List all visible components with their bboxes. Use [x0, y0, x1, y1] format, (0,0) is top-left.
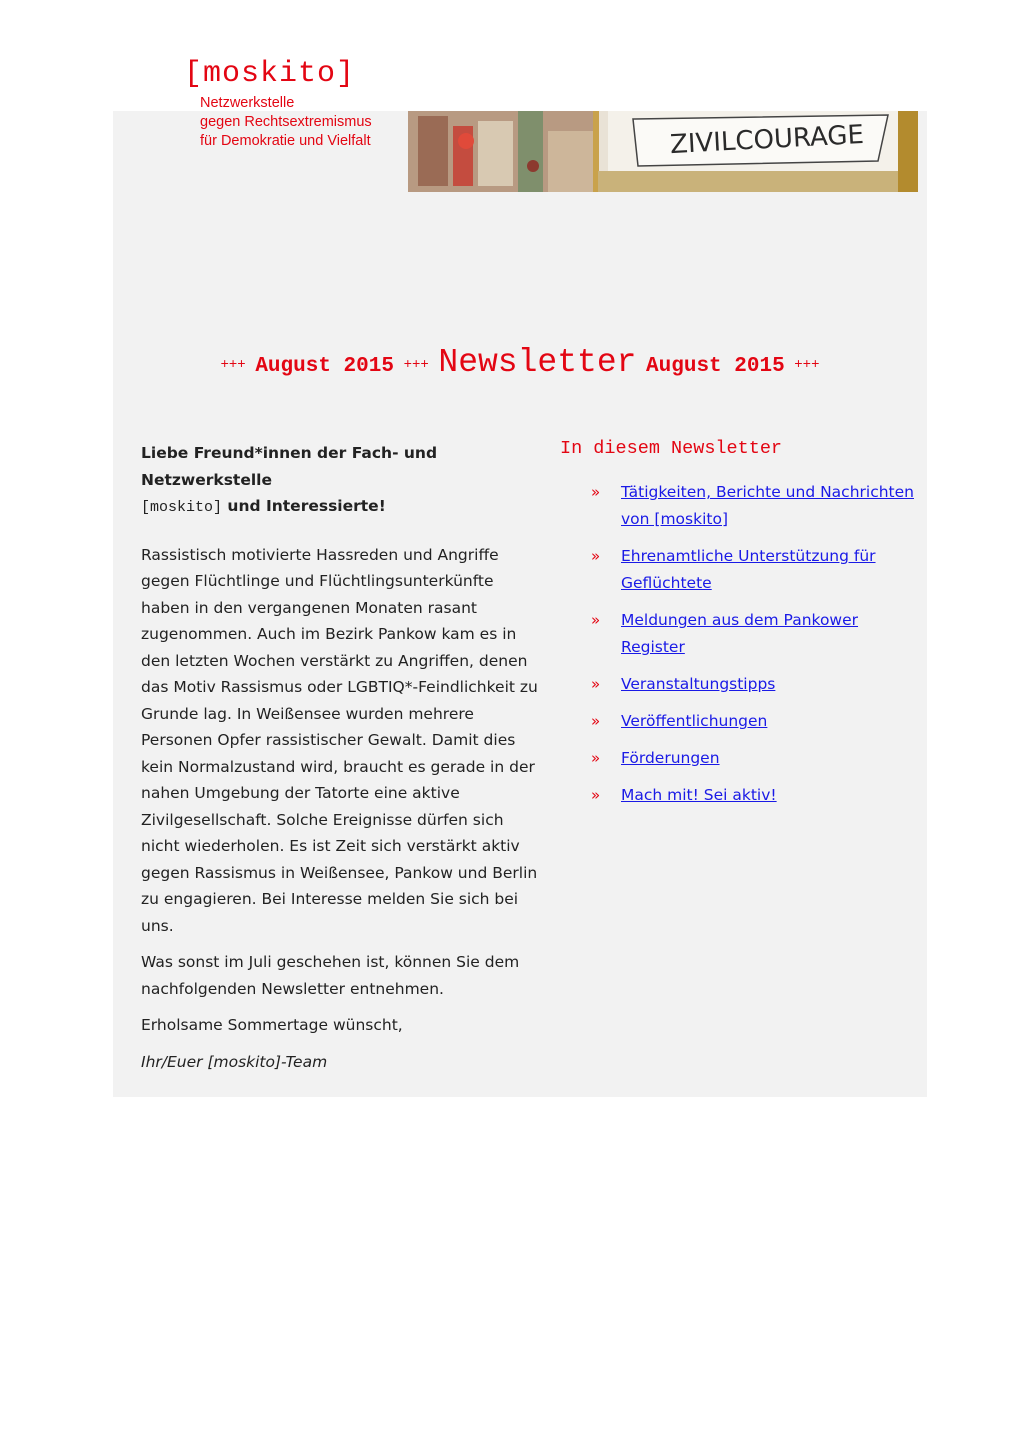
tagline-line: für Demokratie und Vielfalt [200, 133, 371, 149]
signature: Ihr/Euer [moskito]-Team [141, 1052, 328, 1071]
table-of-contents [560, 438, 920, 819]
toc-item [560, 745, 920, 772]
toc-link-taetigkeiten[interactable]: Tätigkeiten, Berichte und Nachrichten von [moskito] [621, 483, 914, 528]
plus-marker: +++ [794, 357, 820, 373]
zivilcourage-banner-image [408, 111, 918, 192]
greeting-moskito: [moskito] [141, 499, 223, 516]
toc-item [560, 782, 920, 809]
logo-tagline [200, 94, 372, 151]
raquo-bullet-icon: » [591, 749, 601, 767]
toc-item [560, 543, 920, 597]
tagline-line: gegen Rechtsextremismus [200, 114, 372, 130]
headline-month: August 2015 [646, 355, 785, 378]
raquo-bullet-icon: » [591, 483, 601, 501]
toc-item [560, 671, 920, 698]
toc-title: In diesem Newsletter [560, 438, 783, 459]
intro-paragraph: Rassistisch motivierte Hassreden und Angriffe gegen Flüchtlinge und Flüchtlingsunterkünfte haben in den vergangenen Monaten rasant zugenommen. Auch im Bezirk Pankow kam es in den letzten Wochen verstärkt zu Angriffen, denen das Motiv Rassismus oder LGBTIQ*-Feindlichkeit zu Grunde lag. In Weißensee wurden mehrere Personen Opfer rassistischer Gewalt. Damit dies kein Normalzustand wird, braucht es gerade in der nahen Umgebung der Tatorte eine aktive Zivilgesellschaft. Solche Ereignisse dürfen sich nicht wiederholen. Es ist Zeit sich verstärkt aktiv gegen Rassismus in Weißensee, Pankow und Berlin zu engagieren. Bei Interesse melden Sie sich bei uns. [141, 545, 538, 935]
toc-item [560, 708, 920, 735]
headline-month: August 2015 [255, 355, 394, 378]
tagline-line: Netzwerkstelle [200, 95, 295, 111]
raquo-bullet-icon: » [591, 786, 601, 804]
closing-line: Erholsame Sommertage wünscht, [141, 1016, 403, 1034]
plus-marker: +++ [220, 357, 246, 373]
toc-link-ehrenamt[interactable]: Ehrenamtliche Unterstützung für Geflüchtete [621, 547, 876, 592]
intro-paragraph: Was sonst im Juli geschehen ist, können Sie dem nachfolgenden Newsletter entnehmen. [141, 953, 520, 998]
banner-text: ZIVILCOURAGE [669, 119, 865, 161]
raquo-bullet-icon: » [591, 712, 601, 730]
toc-link-veranstaltungstipps[interactable]: Veranstaltungstipps [621, 675, 776, 693]
toc-item [560, 479, 920, 533]
toc-link-veroeffentlichungen[interactable]: Veröffentlichungen [621, 712, 768, 730]
greeting-text: Liebe Freund*innen der Fach- und Netzwerkstelle [141, 444, 438, 489]
toc-link-register[interactable]: Meldungen aus dem Pankower Register [621, 611, 859, 656]
raquo-bullet-icon: » [591, 675, 601, 693]
greeting [141, 440, 541, 522]
newsletter-headline [113, 344, 927, 381]
toc-link-mach-mit[interactable]: Mach mit! Sei aktiv! [621, 786, 777, 804]
intro-column [141, 440, 541, 1085]
plus-marker: +++ [403, 357, 429, 373]
moskito-logo: [moskito] [184, 57, 356, 91]
raquo-bullet-icon: » [591, 547, 601, 565]
greeting-text-end: und Interessierte! [222, 497, 386, 515]
toc-list [560, 479, 920, 809]
raquo-bullet-icon: » [591, 611, 601, 629]
headline-title: Newsletter [438, 344, 637, 381]
toc-item [560, 607, 920, 661]
toc-link-foerderungen[interactable]: Förderungen [621, 749, 720, 767]
